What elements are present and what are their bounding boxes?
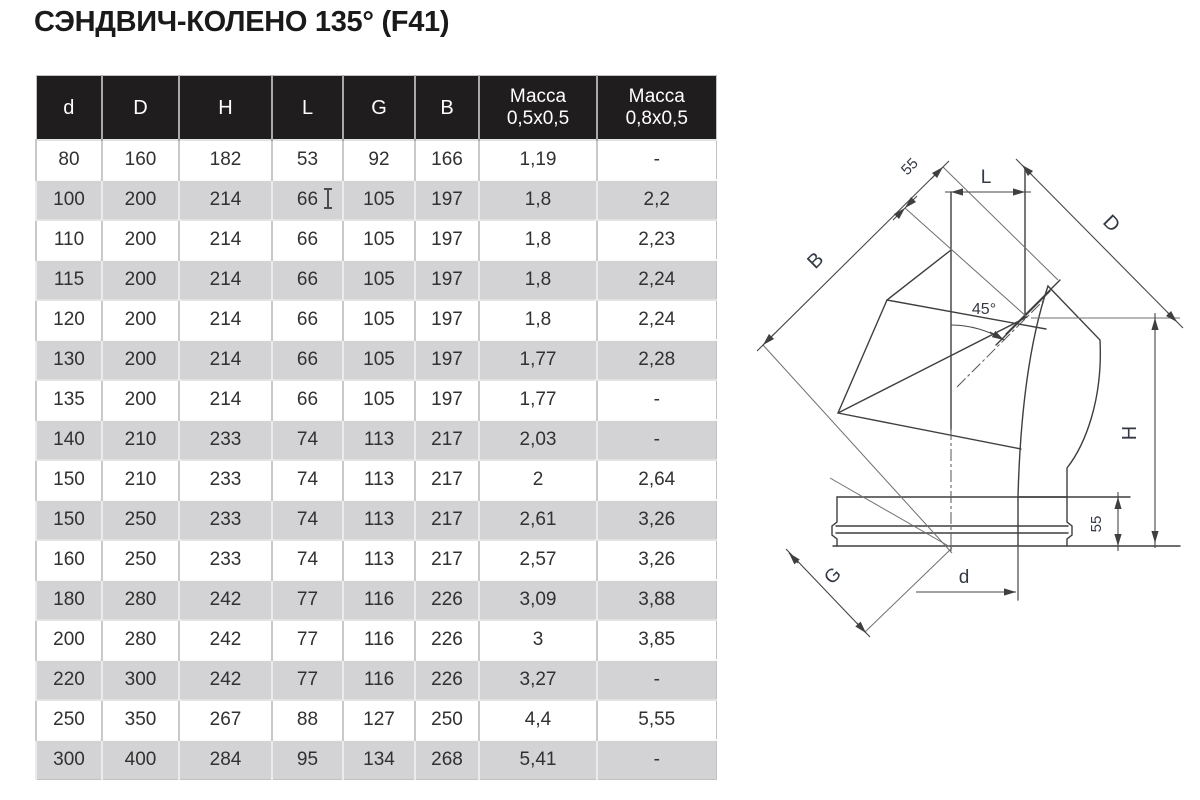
table-cell: 100 [36,180,102,220]
table-cell: 2,64 [597,460,716,500]
table-cell: 300 [36,740,102,780]
table-cell: 214 [179,260,272,300]
table-row [36,140,716,180]
table-cell: 210 [102,460,179,500]
table-cell: 214 [179,300,272,340]
table-cell: 1,8 [479,300,597,340]
header-row [36,76,716,141]
upper-segment-bottom [838,413,1021,449]
table-cell: 200 [102,220,179,260]
table-cell: 197 [415,380,479,420]
table-cell: 2,03 [479,420,597,460]
column-header: L [272,76,343,141]
upper-segment-long-edge [838,317,1027,413]
table-cell: 115 [36,260,102,300]
dim-label-angle: 45° [971,301,997,318]
table-row [36,500,716,540]
table-cell: 200 [102,260,179,300]
extension-line [865,548,952,632]
table-cell: 233 [179,460,272,500]
table-cell: 135 [36,380,102,420]
dim-label-g: G [820,563,846,589]
table-cell: 130 [36,340,102,380]
table-cell: - [597,380,716,420]
table-cell: 2,23 [597,220,716,260]
table-cell: 2 [479,460,597,500]
table-cell: 200 [102,180,179,220]
table-cell: 217 [415,420,479,460]
table-cell: 197 [415,340,479,380]
table-header [36,76,716,141]
dim-label-55-right: 55 [1088,515,1105,533]
table-cell: 250 [415,700,479,740]
table-cell: 200 [36,620,102,660]
table-cell: 226 [415,580,479,620]
table-cell: 1,19 [479,140,597,180]
table-cell: 214 [179,220,272,260]
table-cell: 2,2 [597,180,716,220]
table-cell: 233 [179,420,272,460]
table-cell: 2,24 [597,260,716,300]
spec-table-wrap [35,75,717,780]
table-row [36,700,716,740]
table-cell: 150 [36,500,102,540]
column-header: D [102,76,179,141]
table-cell: 160 [102,140,179,180]
table-cell: 268 [415,740,479,780]
table-cell: 113 [343,460,415,500]
table-cell: 3,85 [597,620,716,660]
table-cell: 105 [343,340,415,380]
table-cell: 66 [272,220,343,260]
column-header: G [343,76,415,141]
table-cell: 105 [343,300,415,340]
dim-line-B-55 [757,161,949,351]
table-cell: - [597,740,716,780]
column-header: Масса 0,8x0,5 [597,76,716,141]
table-cell: 182 [179,140,272,180]
table-cell: 150 [36,460,102,500]
table-cell: 217 [415,500,479,540]
table-cell: 3,88 [597,580,716,620]
table-cell: 1,8 [479,260,597,300]
table-cell: 3,26 [597,500,716,540]
table-cell: 74 [272,540,343,580]
table-cell: 120 [36,300,102,340]
dim-label-55-top: 55 [897,154,922,179]
table-cell: 77 [272,620,343,660]
table-cell: 166 [415,140,479,180]
table-row [36,340,716,380]
table-cell: 66 [272,380,343,420]
table-cell: 214 [179,340,272,380]
spec-table [35,75,717,780]
table-cell: 74 [272,420,343,460]
table-cell: 66 [272,180,343,220]
table-cell: 4,4 [479,700,597,740]
table-row [36,620,716,660]
table-cell: 134 [343,740,415,780]
table-cell: 210 [102,420,179,460]
table-cell: 116 [343,660,415,700]
table-cell: 160 [36,540,102,580]
table-row [36,300,716,340]
table-cell: 267 [179,700,272,740]
upper-segment-endface [838,300,887,413]
table-row [36,180,716,220]
column-header: B [415,76,479,141]
inner-pipe-line [1006,280,1060,334]
table-cell: 3,09 [479,580,597,620]
table-cell: 127 [343,700,415,740]
dim-label-l: L [980,167,992,188]
socket-right-edge [1067,497,1072,546]
table-cell: 226 [415,620,479,660]
table-cell: 197 [415,180,479,220]
text-cursor [327,188,329,209]
column-header: H [179,76,272,141]
table-cell: 110 [36,220,102,260]
table-cell: 53 [272,140,343,180]
table-row [36,580,716,620]
table-cell: 74 [272,460,343,500]
table-cell: 105 [343,180,415,220]
elbow-diagram [730,120,1200,680]
table-cell: 1,77 [479,380,597,420]
table-cell: 214 [179,180,272,220]
table-cell: 200 [102,340,179,380]
table-cell: 1,77 [479,340,597,380]
extension-line [905,208,1027,317]
dim-line-D [1016,159,1183,328]
table-cell: 3,27 [479,660,597,700]
table-cell: 200 [102,300,179,340]
table-cell: 66 [272,260,343,300]
dim-label-d-outer: D [1098,210,1125,237]
technical-drawing [730,120,1200,685]
table-cell: 180 [36,580,102,620]
table-cell: 226 [415,660,479,700]
table-cell: 250 [36,700,102,740]
table-cell: 300 [102,660,179,700]
table-cell: 250 [102,540,179,580]
table-cell: - [597,660,716,700]
table-cell: 2,57 [479,540,597,580]
table-cell: 233 [179,540,272,580]
table-row [36,260,716,300]
table-cell: 3 [479,620,597,660]
table-cell: 113 [343,540,415,580]
table-cell: 3,26 [597,540,716,580]
extension-line [763,345,952,553]
upper-segment-top [887,300,1046,329]
table-cell: - [597,140,716,180]
table-cell: 105 [343,260,415,300]
table-body [36,140,716,780]
table-row [36,540,716,580]
table-cell: 105 [343,220,415,260]
table-cell: 242 [179,580,272,620]
table-cell: 233 [179,500,272,540]
table-cell: 197 [415,260,479,300]
table-cell: 197 [415,300,479,340]
table-cell: 116 [343,580,415,620]
table-row [36,380,716,420]
table-cell: - [597,420,716,460]
table-cell: 5,41 [479,740,597,780]
table-cell: 242 [179,620,272,660]
socket-left-edge [832,497,837,546]
table-cell: 88 [272,700,343,740]
page-title: СЭНДВИЧ-КОЛЕНО 135° (F41) [34,6,450,38]
dim-label-h: H [1119,425,1141,441]
table-cell: 217 [415,460,479,500]
table-cell: 280 [102,620,179,660]
table-cell: 116 [343,620,415,660]
table-cell: 5,55 [597,700,716,740]
table-cell: 2,61 [479,500,597,540]
table-cell: 200 [102,380,179,420]
table-cell: 66 [272,340,343,380]
table-cell: 250 [102,500,179,540]
column-header: d [36,76,102,141]
table-cell: 113 [343,420,415,460]
table-row [36,420,716,460]
table-row [36,740,716,780]
table-cell: 80 [36,140,102,180]
column-header: Масса 0,5x0,5 [479,76,597,141]
table-cell: 197 [415,220,479,260]
table-cell: 105 [343,380,415,420]
table-cell: 113 [343,500,415,540]
table-cell: 92 [343,140,415,180]
table-cell: 95 [272,740,343,780]
table-row [36,460,716,500]
table-cell: 77 [272,580,343,620]
table-cell: 74 [272,500,343,540]
table-cell: 220 [36,660,102,700]
table-cell: 1,8 [479,220,597,260]
table-cell: 400 [102,740,179,780]
table-cell: 214 [179,380,272,420]
extension-line [830,478,952,548]
table-cell: 140 [36,420,102,460]
table-cell: 2,24 [597,300,716,340]
table-cell: 217 [415,540,479,580]
table-cell: 77 [272,660,343,700]
dim-label-b: B [803,248,829,274]
table-cell: 242 [179,660,272,700]
table-cell: 2,28 [597,340,716,380]
table-row [36,220,716,260]
upper-segment-edge [887,250,951,300]
table-cell: 1,8 [479,180,597,220]
table-cell: 66 [272,300,343,340]
table-cell: 280 [102,580,179,620]
dim-arrowheads [763,165,1177,633]
table-cell: 284 [179,740,272,780]
table-row [36,660,716,700]
table-cell: 350 [102,700,179,740]
dim-label-d-inner: d [958,567,970,588]
